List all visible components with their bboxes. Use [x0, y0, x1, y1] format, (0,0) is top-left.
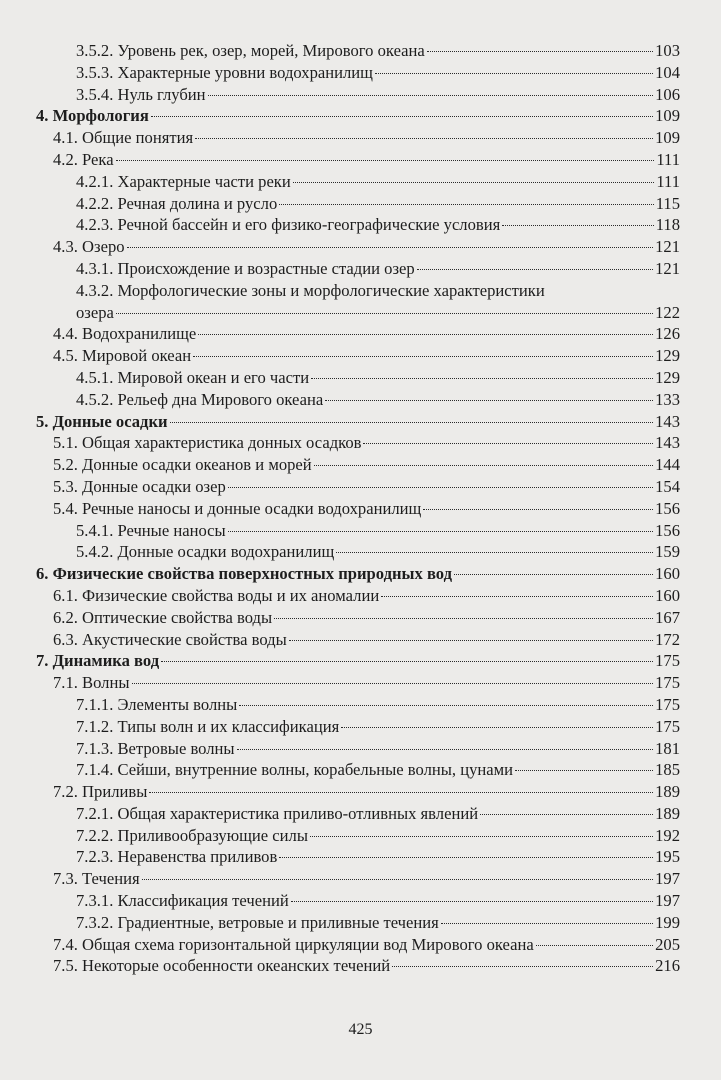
toc-entry-page: 115: [655, 193, 680, 213]
toc-entry-title: 7.1.4. Сейши, внутренние волны, корабельные волны, цунами: [76, 760, 514, 780]
toc-entry: [36, 323, 680, 345]
toc-entry-page: 197: [655, 869, 680, 889]
toc-entry-title: 6.1. Физические свойства воды и их аномалии: [53, 585, 380, 605]
toc-entry-title: 7.3. Течения: [53, 869, 140, 889]
toc-entry-page: 185: [655, 760, 680, 780]
dot-leader: [336, 552, 653, 553]
toc-entry: [36, 432, 680, 454]
toc-entry-page: 121: [655, 258, 680, 278]
dot-leader: [381, 596, 653, 597]
toc-entry-page: 216: [655, 956, 680, 976]
dot-leader: [279, 857, 653, 858]
toc-entry-title: 3.5.3. Характерные уровни водохранилищ: [76, 62, 373, 82]
dot-leader: [228, 531, 653, 532]
toc-entry: [36, 934, 680, 956]
dot-leader: [502, 225, 653, 226]
toc-entry-title: 4.5. Мировой океан: [53, 346, 192, 366]
dot-leader: [341, 727, 653, 728]
dot-leader: [311, 378, 653, 379]
toc-entry: [36, 214, 680, 236]
toc-entry-page: 195: [655, 847, 680, 867]
dot-leader: [170, 422, 654, 423]
toc-entry-page: 111: [656, 149, 680, 169]
toc-entry: [36, 890, 680, 912]
table-of-contents: [36, 40, 680, 977]
toc-entry-page: 126: [655, 324, 680, 344]
toc-entry: [36, 629, 680, 651]
toc-entry: [36, 912, 680, 934]
toc-entry: [36, 781, 680, 803]
toc-entry-page: 122: [655, 302, 680, 322]
toc-entry-title: 5. Донные осадки: [36, 411, 168, 431]
dot-leader: [310, 836, 653, 837]
toc-entry-page: 175: [655, 651, 680, 671]
toc-entry: [36, 846, 680, 868]
toc-chapter: [36, 105, 680, 127]
dot-leader: [127, 247, 654, 248]
toc-entry-page: 109: [655, 106, 680, 126]
toc-entry: [36, 258, 680, 280]
toc-entry-page: 156: [655, 498, 680, 518]
toc-entry: [36, 738, 680, 760]
dot-leader: [161, 661, 653, 662]
toc-entry: [36, 84, 680, 106]
dot-leader: [536, 945, 653, 946]
toc-entry-title: 4.3.2. Морфологические зоны и морфологические характеристики: [76, 280, 545, 300]
toc-entry-page: 160: [655, 564, 680, 584]
toc-chapter: [36, 563, 680, 585]
toc-entry: [36, 171, 680, 193]
toc-entry-page: 104: [655, 62, 680, 82]
toc-entry-title: 7.4. Общая схема горизонтальной циркуляции вод Мирового океана: [53, 934, 534, 954]
dot-leader: [293, 182, 655, 183]
dot-leader: [325, 400, 653, 401]
dot-leader: [208, 95, 654, 96]
toc-entry-title: 4.3. Озеро: [53, 237, 125, 257]
toc-entry-title: 6. Физические свойства поверхностных природных вод: [36, 564, 453, 584]
toc-entry-title: 4.2. Река: [53, 149, 114, 169]
dot-leader: [195, 138, 653, 139]
toc-entry-title: 7.2.2. Приливообразующие силы: [76, 825, 308, 845]
toc-entry: [36, 541, 680, 563]
toc-entry-title: 5.4. Речные наносы и донные осадки водохранилищ: [53, 498, 422, 518]
dot-leader: [441, 923, 653, 924]
toc-chapter: [36, 411, 680, 433]
toc-entry: [36, 759, 680, 781]
toc-entry: [36, 716, 680, 738]
toc-entry: [36, 607, 680, 629]
dot-leader: [142, 879, 654, 880]
toc-entry-title: 7.1.3. Ветровые волны: [76, 738, 235, 758]
toc-entry-title: 3.5.2. Уровень рек, озер, морей, Мирового океана: [76, 41, 425, 60]
dot-leader: [392, 966, 653, 967]
toc-entry-page: 143: [655, 411, 680, 431]
toc-entry-page: 103: [655, 41, 680, 60]
page-number: 425: [348, 1021, 373, 1038]
dot-leader: [116, 160, 655, 161]
toc-entry: [36, 40, 680, 62]
toc-entry-title: 4.4. Водохранилище: [53, 324, 197, 344]
toc-entry-page: 175: [655, 673, 680, 693]
dot-leader: [151, 116, 653, 117]
toc-entry-title: 6.3. Акустические свойства воды: [53, 629, 287, 649]
toc-entry-title: 4.2.1. Характерные части реки: [76, 171, 291, 191]
toc-entry: [36, 498, 680, 520]
toc-entry-title: 7.2.3. Неравенства приливов: [76, 847, 278, 867]
toc-entry: [36, 955, 680, 977]
toc-entry-title: 7.1.2. Типы волн и их классификация: [76, 716, 340, 736]
toc-entry-title: 4.1. Общие понятия: [53, 128, 194, 148]
toc-entry: [36, 585, 680, 607]
toc-entry-page: 197: [655, 891, 680, 911]
toc-entry-page: 143: [655, 433, 680, 453]
dot-leader: [427, 51, 653, 52]
toc-entry: [36, 62, 680, 84]
toc-entry-page: 118: [655, 215, 680, 235]
toc-entry-title: 4. Морфология: [36, 106, 149, 126]
toc-entry: [36, 694, 680, 716]
dot-leader: [198, 334, 653, 335]
toc-entry-page: 189: [655, 803, 680, 823]
toc-entry-page: 144: [655, 455, 680, 475]
toc-entry: [36, 672, 680, 694]
dot-leader: [423, 509, 653, 510]
toc-entry: [36, 868, 680, 890]
toc-entry-page: 129: [655, 367, 680, 387]
dot-leader: [193, 356, 653, 357]
toc-entry-title: 7.3.2. Градиентные, ветровые и приливные течения: [76, 912, 439, 932]
toc-entry-page: 129: [655, 346, 680, 366]
toc-entry-page: 189: [655, 782, 680, 802]
toc-entry-title: 4.2.2. Речная долина и русло: [76, 193, 278, 213]
toc-entry: [36, 803, 680, 825]
toc-entry-title: 7.1.1. Элементы волны: [76, 694, 238, 714]
toc-entry-page: 156: [655, 520, 680, 540]
dot-leader: [239, 705, 653, 706]
toc-entry: [36, 454, 680, 476]
toc-entry-title: 3.5.4. Нуль глубин: [76, 84, 206, 104]
toc-entry: [36, 520, 680, 542]
dot-leader: [291, 901, 653, 902]
toc-entry-page: 111: [656, 171, 680, 191]
toc-entry-title: 7.5. Некоторые особенности океанских течений: [53, 956, 391, 976]
toc-entry-title: 4.2.3. Речной бассейн и его физико-географические условия: [76, 215, 501, 235]
dot-leader: [375, 73, 653, 74]
dot-leader: [237, 749, 654, 750]
toc-entry-page: 175: [655, 716, 680, 736]
toc-entry-title: 7.2.1. Общая характеристика приливо-отливных явлений: [76, 803, 479, 823]
dot-leader: [289, 640, 653, 641]
toc-entry: [36, 367, 680, 389]
toc-entry: [36, 476, 680, 498]
toc-entry-page: 167: [655, 607, 680, 627]
toc-entry-title-continuation: озера: [76, 302, 114, 322]
toc-entry: [36, 149, 680, 171]
toc-entry-title: 4.5.2. Рельеф дна Мирового океана: [76, 389, 324, 409]
dot-leader: [132, 683, 654, 684]
toc-entry-title: 5.2. Донные осадки океанов и морей: [53, 455, 312, 475]
dot-leader: [417, 269, 653, 270]
toc-entry: [36, 389, 680, 411]
toc-entry-page: 205: [655, 934, 680, 954]
toc-entry-page: 121: [655, 237, 680, 257]
toc-entry-title: 7. Динамика вод: [36, 651, 160, 671]
dot-leader: [279, 204, 653, 205]
toc-entry-page: 109: [655, 128, 680, 148]
toc-entry: [36, 236, 680, 258]
toc-entry-title: 7.2. Приливы: [53, 782, 148, 802]
toc-entry-page: 192: [655, 825, 680, 845]
dot-leader: [515, 770, 653, 771]
dot-leader: [116, 313, 653, 314]
dot-leader: [480, 814, 653, 815]
toc-entry-page: 159: [655, 542, 680, 562]
toc-entry: [36, 280, 680, 324]
toc-entry-page: 160: [655, 585, 680, 605]
toc-entry-page: 154: [655, 476, 680, 496]
toc-entry-title: 6.2. Оптические свойства воды: [53, 607, 273, 627]
toc-entry-title: 7.3.1. Классификация течений: [76, 891, 289, 911]
toc-entry: [36, 193, 680, 215]
dot-leader: [363, 443, 653, 444]
toc-entry: [36, 345, 680, 367]
dot-leader: [274, 618, 653, 619]
toc-entry-title: 5.3. Донные осадки озер: [53, 476, 226, 496]
toc-entry: [36, 825, 680, 847]
toc-entry-title: 5.4.1. Речные наносы: [76, 520, 226, 540]
toc-entry-title: 5.1. Общая характеристика донных осадков: [53, 433, 362, 453]
toc-entry-page: 175: [655, 694, 680, 714]
toc-entry-title: 4.5.1. Мировой океан и его части: [76, 367, 310, 387]
toc-entry-page: 106: [655, 84, 680, 104]
toc-entry: [36, 127, 680, 149]
toc-entry-page: 181: [655, 738, 680, 758]
toc-entry-title: 5.4.2. Донные осадки водохранилищ: [76, 542, 335, 562]
dot-leader: [228, 487, 653, 488]
dot-leader: [454, 574, 653, 575]
toc-entry-page: 172: [655, 629, 680, 649]
dot-leader: [314, 465, 653, 466]
toc-chapter: [36, 650, 680, 672]
toc-entry-page: 199: [655, 912, 680, 932]
toc-entry-page: 133: [655, 389, 680, 409]
dot-leader: [149, 792, 653, 793]
toc-entry-title: 4.3.1. Происхождение и возрастные стадии озер: [76, 258, 415, 278]
toc-entry-title: 7.1. Волны: [53, 673, 130, 693]
